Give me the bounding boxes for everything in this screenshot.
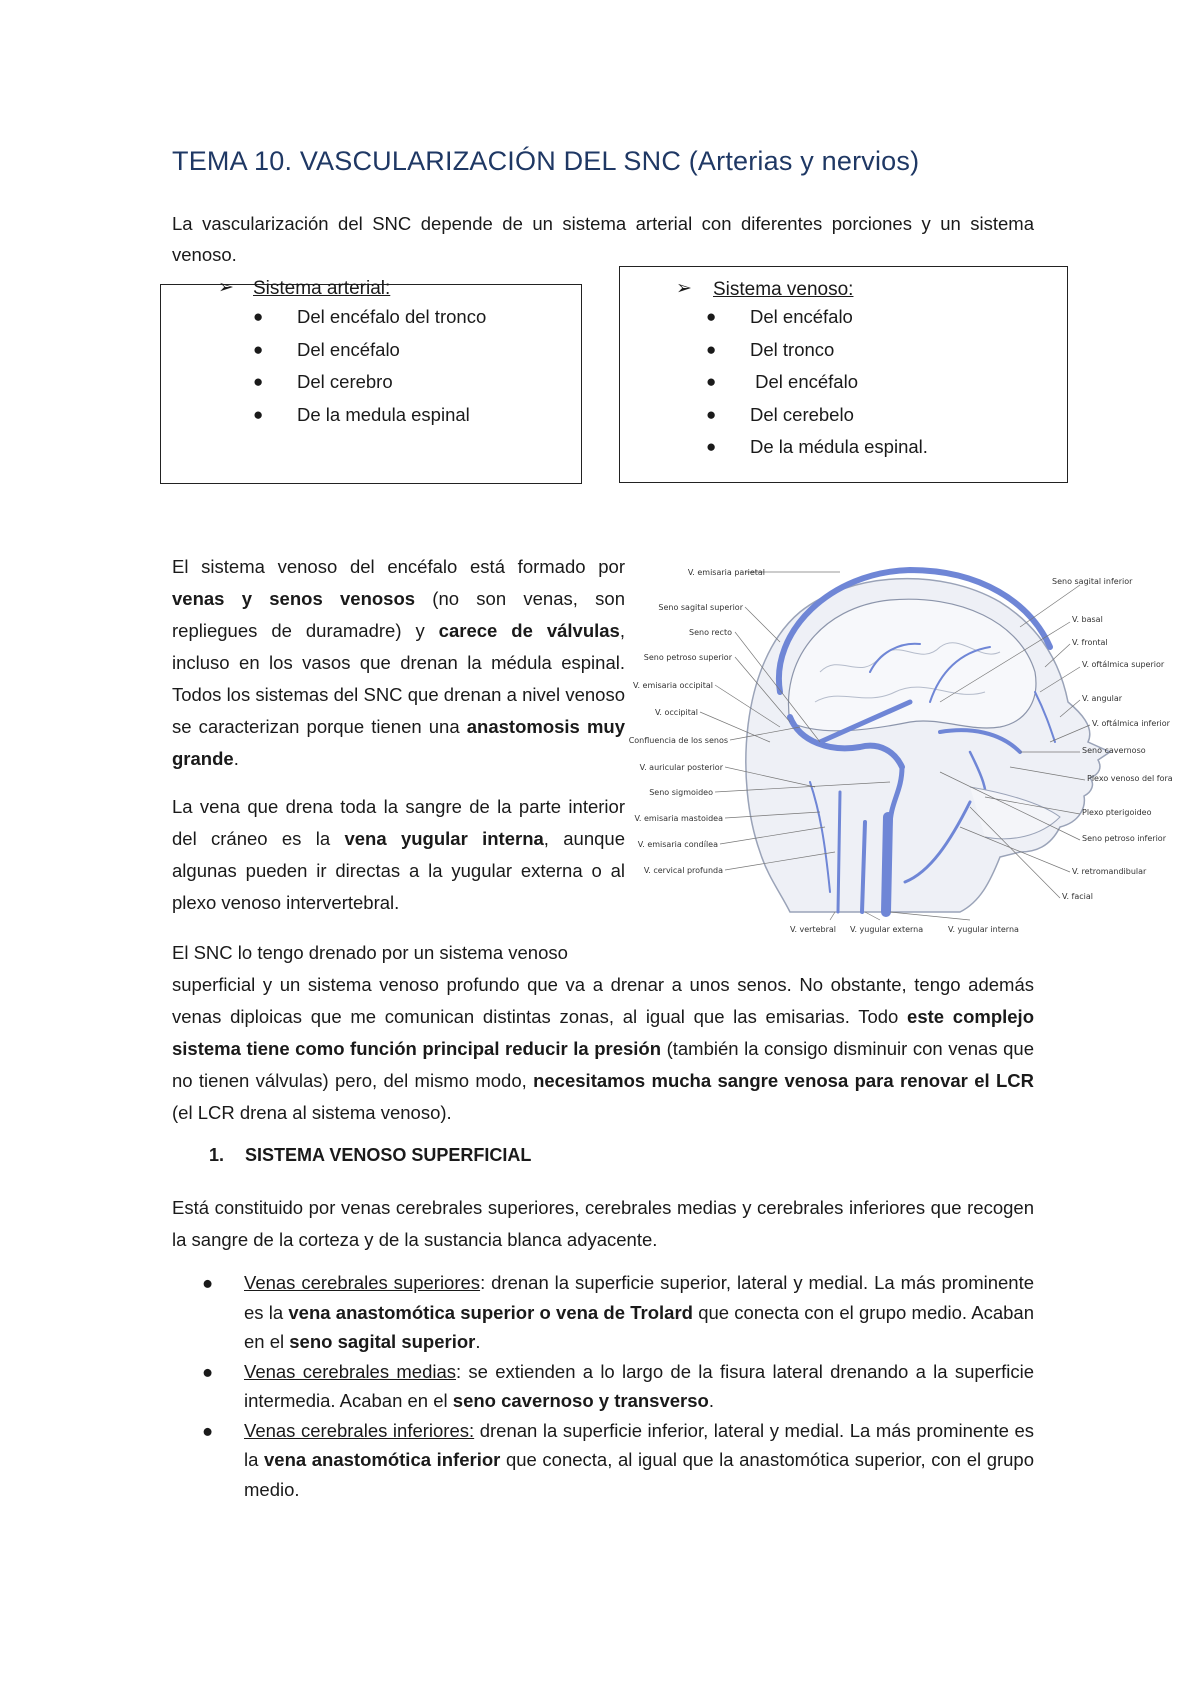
list-item: ● Del encéfalo	[253, 334, 486, 367]
figure-label: Seno petroso superior	[643, 653, 732, 662]
figure-label: V. emisaria condílea	[637, 840, 718, 849]
bullet-icon: ●	[706, 372, 717, 391]
figure-label: V. angular	[1082, 694, 1123, 703]
figure-label: Seno cavernoso	[1082, 746, 1146, 755]
venoso-list	[706, 301, 928, 464]
list-item: ● De la medula espinal	[253, 399, 486, 432]
bullet-icon: ●	[706, 437, 717, 456]
figure-label: Seno sigmoideo	[649, 788, 713, 797]
figure-label: V. oftálmica inferior	[1092, 719, 1170, 728]
bullet-icon: ●	[706, 307, 717, 326]
intro-paragraph: La vascularización del SNC depende de un sistema arterial con diferentes porciones y un sistema venoso.	[172, 213, 1034, 265]
venous-anatomy-figure	[628, 552, 1180, 952]
bullet-icon: ●	[202, 1272, 214, 1293]
list-item: ● Del encéfalo	[706, 366, 928, 399]
figure-label: V. frontal	[1072, 638, 1108, 647]
figure-label: V. facial	[1062, 892, 1093, 901]
list-item: ● De la médula espinal.	[706, 431, 928, 464]
internal-jugular-vein	[886, 817, 888, 912]
list-item: ● Venas cerebrales inferiores: drenan la superficie inferior, lateral y medial. La más prominente es la vena anastomótica inferior que conecta, al igual que la anastomótica superior, con el grupo medio.	[172, 1416, 1034, 1505]
figure-label: V. occipital	[654, 708, 698, 717]
paragraph-drainage: superficial y un sistema venoso profundo que va a drenar a unos senos. No obstante, tengo además venas diploicas que me comunican distintas zonas, al igual que las emisarias. Todo este complejo sistema tiene como función principal reducir la presión (también la consigo disminuir con venas que no tienen válvulas) pero, del mismo modo, necesitamos mucha sangre venosa para renovar el LCR (el LCR drena al sistema venoso).	[172, 974, 1034, 1123]
list-item: ● Del encéfalo del tronco	[253, 301, 486, 334]
figure-label: V. emisaria occipital	[633, 681, 713, 690]
figure-label: Seno sagital superior	[658, 603, 743, 612]
figure-label: Seno recto	[689, 628, 732, 637]
bullet-icon: ●	[253, 339, 264, 359]
cerebral-veins-list	[172, 1268, 1034, 1504]
arterial-box	[160, 277, 582, 484]
arrow-bullet-icon: ➢	[218, 277, 234, 298]
venoso-box	[619, 266, 1068, 483]
list-item: ● Del tronco	[706, 334, 928, 367]
figure-label: V. vertebral	[790, 925, 837, 934]
arterial-heading: Sistema arterial:	[253, 278, 391, 299]
bullet-icon: ●	[706, 404, 717, 424]
figure-label: V. cervical profunda	[643, 866, 723, 875]
bullet-icon: ●	[253, 404, 264, 424]
bullet-icon: ●	[202, 1360, 214, 1382]
vertebral-vein	[838, 792, 840, 912]
list-item: ● Del cerebelo	[706, 399, 928, 432]
figure-label: V. yugular interna	[948, 925, 1019, 934]
figure-label: V. basal	[1072, 615, 1103, 624]
figure-label: V. auricular posterior	[639, 763, 723, 772]
list-item: ● Venas cerebrales superiores: drenan la superficie superior, lateral y medial. La más prominente es la vena anastomótica superior o vena de Trolard que conecta con el grupo medio. Acaban en el seno sagital superior.	[172, 1268, 1034, 1357]
page-title: TEMA 10. VASCULARIZACIÓN DEL SNC (Arterias y nervios)	[172, 146, 920, 176]
list-item: ● Venas cerebrales medias: se extienden a lo largo de la fisura lateral drenando a la superficie intermedia. Acaban en el seno cavernoso y transverso.	[172, 1357, 1034, 1416]
paragraph-drainage-first-line: El SNC lo tengo drenado por un sistema venoso	[172, 942, 568, 963]
figure-label: Plexo venoso del fora	[1087, 774, 1173, 783]
bullet-icon: ●	[253, 307, 264, 326]
arterial-list	[253, 301, 486, 431]
figure-label: V. yugular externa	[850, 925, 924, 934]
bullet-icon: ●	[706, 339, 717, 359]
paragraph-superficial: Está constituido por venas cerebrales superiores, cerebrales medias y cerebrales inferiores que recogen la sangre de la corteza y de la sustancia blanca adyacente.	[172, 1197, 1034, 1250]
list-item: ● Del encéfalo	[706, 301, 928, 334]
figure-label: V. emisaria parietal	[687, 568, 765, 577]
bullet-icon: ●	[253, 372, 264, 391]
paragraph-jugular: La vena que drena toda la sangre de la parte interior del cráneo es la vena yugular interna, aunque algunas pueden ir directas a la yugular externa o al plexo venoso intervertebral.	[172, 796, 625, 913]
venoso-heading: Sistema venoso:	[713, 279, 854, 300]
section-heading: 1. SISTEMA VENOSO SUPERFICIAL	[209, 1145, 532, 1165]
figure-label: V. retromandibular	[1072, 867, 1147, 876]
figure-label: Seno petroso inferior	[1082, 834, 1166, 843]
head-illustration	[628, 552, 1180, 952]
arrow-bullet-icon: ➢	[676, 278, 692, 299]
figure-label: Plexo pterigoideo	[1082, 808, 1152, 817]
list-item: ● Del cerebro	[253, 366, 486, 399]
figure-label: Seno sagital inferior	[1052, 577, 1133, 586]
paragraph-venous-system: El sistema venoso del encéfalo está formado por venas y senos venosos (no son venas, son repliegues de duramadre) y carece de válvulas, incluso en los vasos que drenan la médula espinal. Todos los sistemas del SNC que drenan a nivel venoso se caracterizan porque tienen una anastomosis muy grande.	[172, 556, 625, 769]
figure-label: Confluencia de los senos	[628, 736, 728, 745]
figure-label: V. emisaria mastoidea	[634, 814, 723, 823]
figure-label: V. oftálmica superior	[1082, 660, 1165, 669]
bullet-icon: ●	[202, 1419, 214, 1441]
